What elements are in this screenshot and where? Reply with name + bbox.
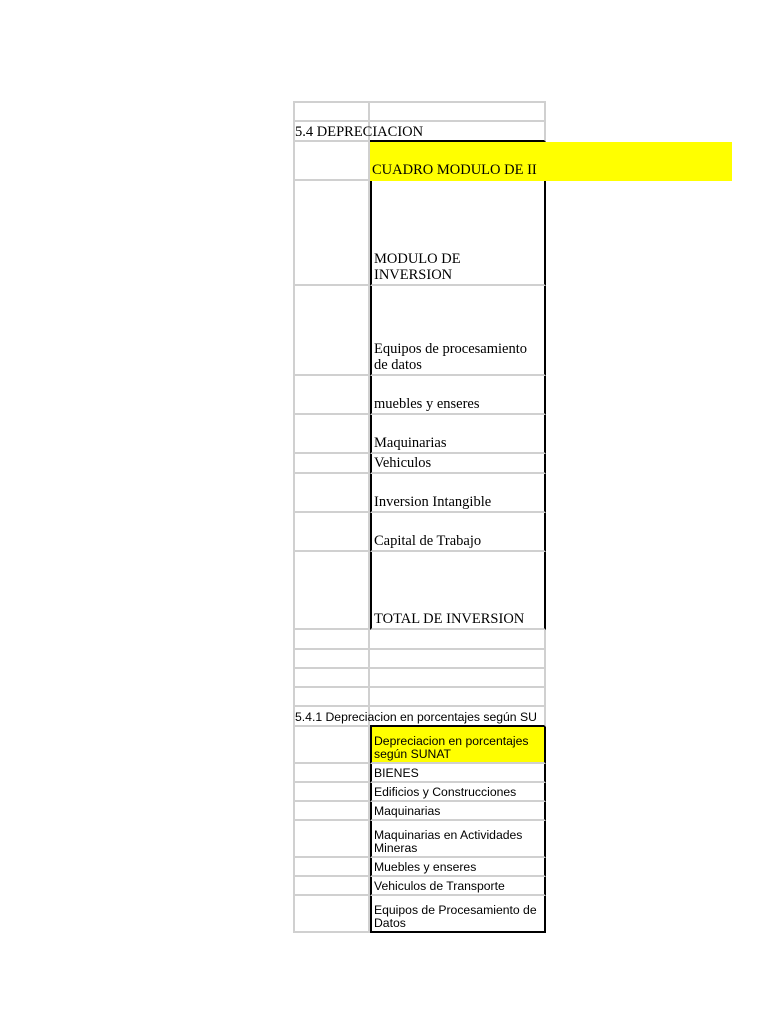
asset-item: Muebles y enseres — [374, 860, 477, 874]
cell[interactable] — [370, 896, 546, 933]
investment-total: TOTAL DE INVERSION — [374, 611, 525, 627]
cell[interactable] — [293, 142, 370, 181]
cell[interactable] — [293, 858, 370, 877]
cell[interactable] — [293, 669, 370, 688]
investment-item: Maquinarias — [374, 435, 447, 451]
cell[interactable] — [293, 764, 370, 783]
asset-item: Edificios y Construcciones — [374, 785, 517, 799]
investment-item: Equipos de procesamiento de datos — [374, 341, 528, 373]
table-row — [293, 454, 546, 474]
cell[interactable] — [293, 474, 370, 513]
table-row — [293, 802, 546, 821]
investment-table-title: CUADRO MODULO DE II — [372, 162, 537, 178]
cell[interactable] — [370, 101, 546, 122]
cell[interactable] — [370, 376, 546, 415]
sheet-row — [293, 630, 546, 650]
sheet-row — [293, 727, 546, 764]
cell[interactable] — [370, 858, 546, 877]
sheet-row — [293, 764, 546, 783]
cell[interactable] — [293, 688, 370, 707]
cell[interactable] — [370, 181, 546, 286]
cell[interactable] — [293, 181, 370, 286]
cell[interactable] — [370, 783, 546, 802]
cell[interactable] — [370, 650, 546, 669]
asset-item: Maquinarias — [374, 804, 441, 818]
sheet-row — [293, 181, 546, 286]
cell[interactable] — [370, 552, 546, 630]
cell[interactable] — [370, 764, 546, 783]
sheet-row — [293, 142, 546, 181]
cell[interactable] — [370, 669, 546, 688]
depreciation-column-header: BIENES — [374, 766, 419, 780]
table-row — [293, 896, 546, 933]
cell[interactable] — [293, 727, 370, 764]
section-heading: 5.4 DEPRECIACION — [295, 124, 424, 140]
table-row — [293, 376, 546, 415]
cell[interactable] — [370, 630, 546, 650]
investment-item: Capital de Trabajo — [374, 533, 482, 549]
sheet-row — [293, 669, 546, 688]
asset-item: Vehiculos de Transporte — [374, 879, 505, 893]
sheet-row — [293, 707, 546, 727]
table-row — [293, 821, 546, 858]
table-row — [293, 552, 546, 630]
cell[interactable] — [370, 821, 546, 858]
cell[interactable] — [293, 286, 370, 376]
sheet-row — [293, 101, 546, 122]
cell[interactable] — [370, 513, 546, 552]
table-row — [293, 858, 546, 877]
cell[interactable] — [370, 802, 546, 821]
subsection-heading: 5.4.1 Depreciacion en porcentajes según SU — [295, 711, 537, 724]
cell[interactable] — [293, 650, 370, 669]
cell[interactable] — [293, 101, 370, 122]
table-row — [293, 877, 546, 896]
cell-grid — [293, 101, 546, 933]
cell[interactable] — [293, 821, 370, 858]
cell[interactable] — [370, 454, 546, 474]
investment-item: muebles y enseres — [374, 396, 480, 412]
sheet-row — [293, 650, 546, 669]
asset-item: Maquinarias en Actividades Mineras — [374, 828, 523, 855]
sheet-row — [293, 688, 546, 707]
table-row — [293, 415, 546, 454]
cell[interactable] — [370, 415, 546, 454]
table-row — [293, 513, 546, 552]
sheet-row — [293, 122, 546, 142]
cell[interactable] — [293, 802, 370, 821]
cell[interactable] — [293, 896, 370, 933]
cell[interactable] — [293, 454, 370, 474]
cell[interactable] — [370, 688, 546, 707]
table-row — [293, 783, 546, 802]
cell[interactable] — [293, 877, 370, 896]
cell[interactable] — [293, 783, 370, 802]
cell[interactable] — [370, 286, 546, 376]
asset-item: Equipos de Procesamiento de Datos — [374, 903, 537, 930]
cell[interactable] — [370, 877, 546, 896]
cell[interactable] — [293, 376, 370, 415]
investment-column-header: MODULO DE INVERSION — [374, 251, 461, 283]
investment-item: Vehiculos — [374, 455, 432, 471]
depreciation-table-title: Depreciacion en porcentajes según SUNAT — [374, 734, 529, 761]
cell[interactable] — [293, 513, 370, 552]
cell[interactable] — [293, 415, 370, 454]
cell[interactable] — [370, 474, 546, 513]
cell[interactable] — [370, 727, 546, 764]
table-row — [293, 286, 546, 376]
cell[interactable] — [293, 552, 370, 630]
cell[interactable] — [293, 630, 370, 650]
investment-item: Inversion Intangible — [374, 494, 492, 510]
table-row — [293, 474, 546, 513]
